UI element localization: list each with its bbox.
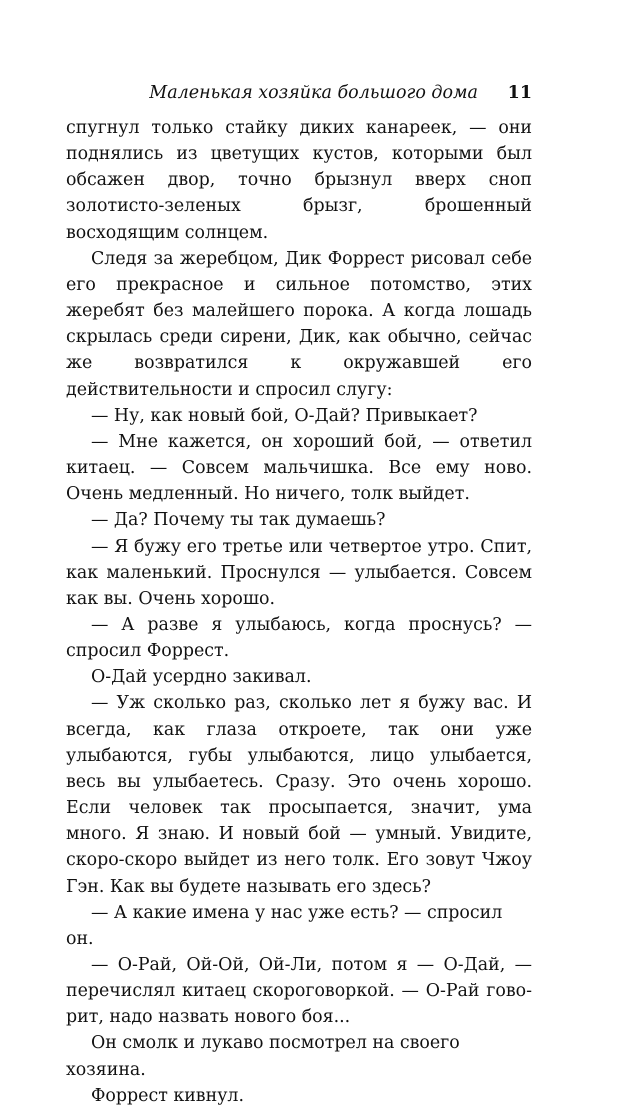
dialogue-line: — Я бужу его третье или четвертое утро. Спит, как маленький. Проснулся — улыбается. Совсем как вы. Очень хорошо. (66, 536, 532, 609)
dialogue-line: — Ну, как новый бой, О-Дай? Привыкает? (91, 405, 478, 426)
dialogue-line: — О-Рай, Ой-Ой, Ой-Ли, потом я — О-Дай, — перечислял китаец скороговоркой. — О-Рай говорит, надо назвать нового боя... (66, 955, 532, 1028)
dialogue-line: — А какие имена у нас уже есть? — спросил он. (66, 902, 503, 949)
paragraph: Он смолк и лукаво посмотрел на своего хозяина. (66, 1033, 460, 1080)
dialogue-line: — Уж сколько раз, сколько лет я бужу вас. И всегда, как глаза откроете, так они уже улыбаются, губы улыбаются, лицо улыбается, весь вы улыбаетесь. Сразу. Это очень хорошо. Если человек так просыпается, значит, ума много. Я знаю. И новый бой — умный. Увидите, скоро-скоро выйдет из него толк. Его зовут Чжоу Гэн. Как вы будете называть его здесь? (66, 693, 532, 897)
running-title: Маленькая хозяйка большого дома (149, 83, 478, 103)
paragraph: О-Дай усердно закивал. (91, 667, 312, 688)
page-header (66, 80, 532, 106)
paragraph: Следя за жеребцом, Дик Форрест рисовал себе его прекрасное и сильное потомство, этих жеребят без малейшего порока. А когда лошадь скрылась среди сирени, Дик, как обычно, сейчас же возвратился к окружавшей его действительности и спросил слугу: (66, 248, 532, 400)
paragraph: спугнул только стайку диких канареек, — они поднялись из цветущих кустов, которыми был обсажен двор, точно брызнул вверх сноп золотисто-зеленых брызг, брошенный восходящим солнцем. (66, 118, 532, 243)
body-text (66, 115, 532, 1109)
page-number: 11 (507, 83, 532, 103)
paragraph: Форрест кивнул. (91, 1085, 245, 1106)
dialogue-line: — А разве я улыбаюсь, когда проснусь? — спросил Форрест. (66, 614, 532, 662)
dialogue-line: — Мне кажется, он хороший бой, — ответил китаец. — Совсем мальчишка. Все ему ново. Очень медленный. Но ничего, толк выйдет. (66, 431, 532, 505)
dialogue-line: — Да? Почему ты так думаешь? (91, 510, 386, 531)
